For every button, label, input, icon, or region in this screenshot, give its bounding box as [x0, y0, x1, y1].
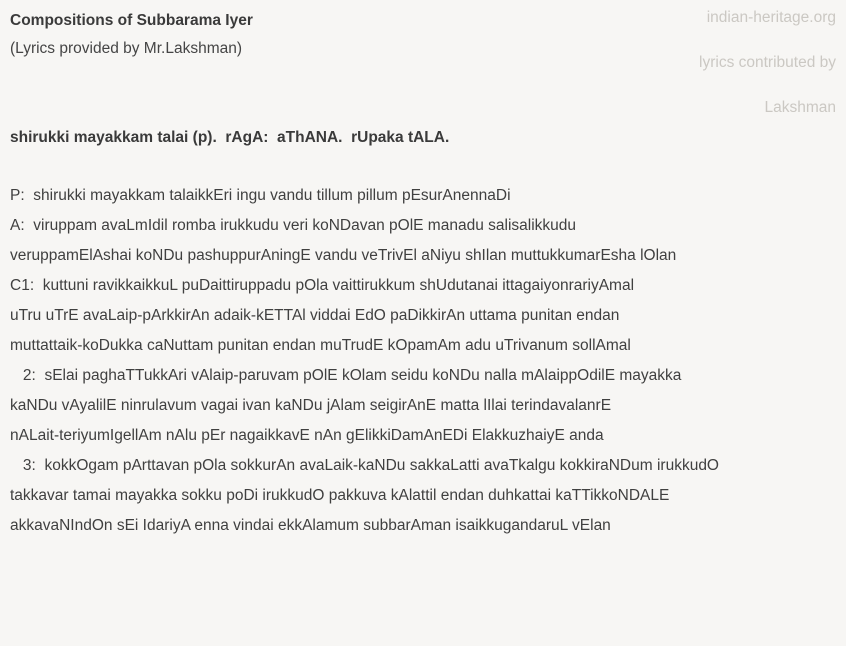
document-subtitle: (Lyrics provided by Mr.Lakshman) [10, 40, 243, 57]
lyrics-line-pallavi: P: shirukki mayakkam talaikkEri ingu vandu tillum pillum pEsurAnennaDi [10, 187, 511, 204]
lyrics-line-anupallavi-2: veruppamElAshai koNDu pashuppurAningE vandu veTrivEl aNiyu shIlan muttukkumarEsha lOlan [10, 247, 677, 264]
lyrics-block [10, 181, 836, 541]
lyrics-line-charanam1-3: muttattaik-koDukka caNuttam punitan endan muTrudE kOpamAm adu uTrivanum sollAmal [10, 337, 631, 354]
lyrics-line-charanam1-2: uTru uTrE avaLaip-pArkkirAn adaik-kETTAl viddai EdO paDikkirAn uttama punitan endan [10, 307, 620, 324]
lyrics-line-anupallavi-1: A: viruppam avaLmIdil romba irukkudu veri koNDavan pOlE manadu salisalikkudu [10, 217, 577, 234]
watermark-site: indian-heritage.org [706, 9, 836, 26]
lyrics-line-charanam3-3: akkavaNIndOn sEi IdariyA enna vindai ekkAlamum subbarAman isaikkugandaruL vElan [10, 517, 611, 534]
lyrics-line-charanam1-1: C1: kuttuni ravikkaikkuL puDaittiruppadu pOla vaittirukkum shUdutanai ittagaiyonrariyAmal [10, 277, 635, 294]
watermark-author: Lakshman [764, 99, 836, 116]
lyrics-line-charanam2-1: 2: sElai paghaTTukkAri vAlaip-paruvam pOlE kOlam seidu koNDu nalla mAlaippOdilE mayakka [10, 367, 682, 384]
watermark [699, 0, 836, 130]
lyrics-line-charanam3-2: takkavar tamai mayakka sokku poDi irukkudO pakkuva kAlattil endan duhkattai kaTTikkoNDALE [10, 487, 670, 504]
lyrics-line-charanam3-1: 3: kokkOgam pArttavan pOla sokkurAn avaLaik-kaNDu sakkaLatti avaTkalgu kokkiraNDum irukkudO [10, 457, 719, 474]
watermark-credit: lyrics contributed by [699, 54, 836, 71]
document-title: Compositions of Subbarama Iyer [10, 12, 253, 29]
document-header [10, 7, 253, 63]
lyrics-line-charanam2-3: nALait-teriyumIgellAm nAlu pEr nagaikkavE nAn gElikkiDamAnEDi ElakkuzhaiyE anda [10, 427, 604, 444]
song-heading: shirukki mayakkam talai (p). rAgA: aThANA. rUpaka tALA. [10, 129, 450, 146]
lyrics-line-charanam2-2: kaNDu vAyalilE ninrulavum vagai ivan kaNDu jAlam seigirAnE matta lIlai terindavalanrE [10, 397, 612, 414]
